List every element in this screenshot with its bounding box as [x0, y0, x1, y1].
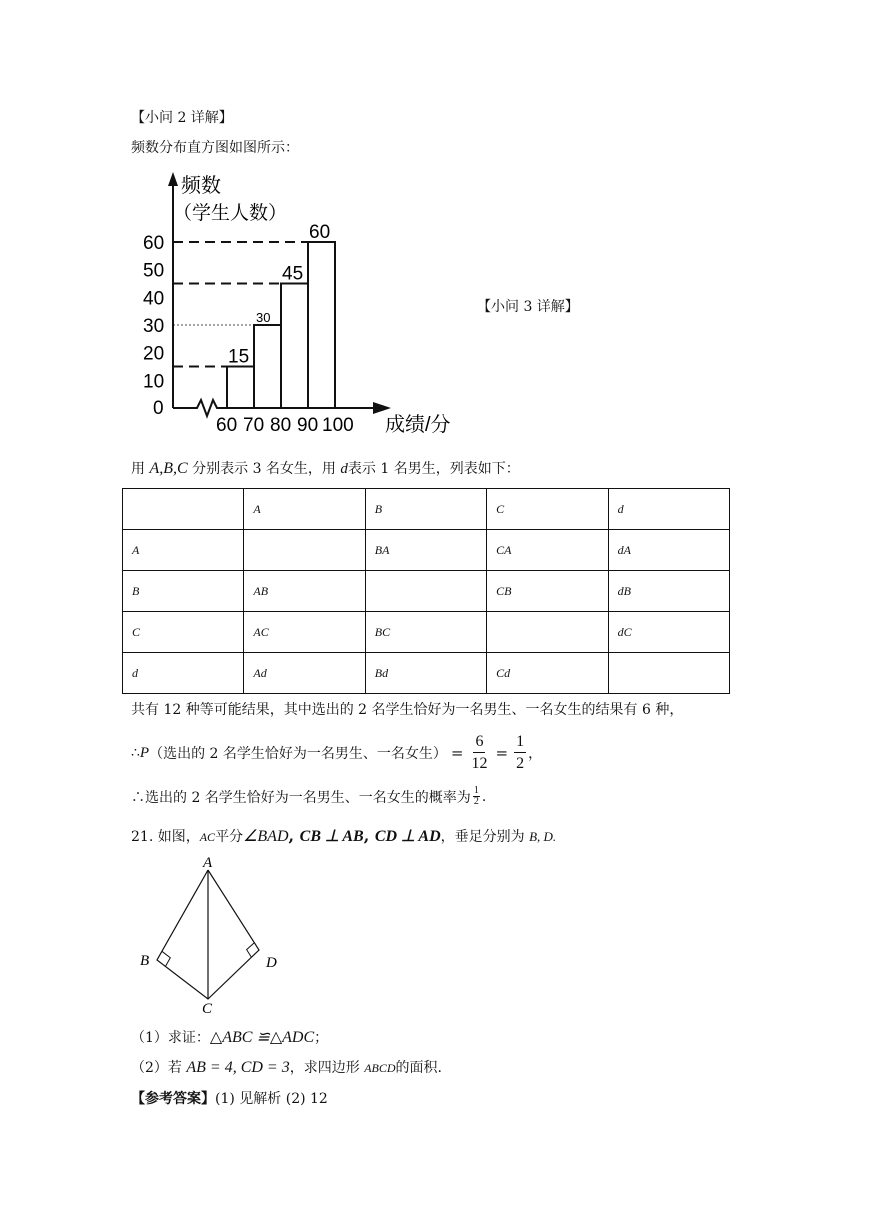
x-tick-label: 70: [243, 415, 265, 436]
question-1-prefix: （1）求证：: [131, 1030, 210, 1046]
table-cell: [244, 530, 365, 571]
y-tick-label: 20: [143, 343, 165, 365]
table-row: [123, 612, 730, 653]
table-cell: dA: [608, 530, 729, 571]
question-2: [131, 1057, 442, 1077]
y-tick-label: 30: [143, 316, 165, 337]
question-2-prefix: （2）若: [131, 1060, 187, 1076]
table-cell: AB: [244, 571, 365, 612]
bar-data-label: 60: [309, 222, 331, 243]
fraction-1-2-denominator: 2: [516, 755, 525, 772]
reference-answer: [131, 1088, 328, 1108]
problem21-text-b: 平分: [215, 829, 244, 845]
question-2-quadrilateral: ABCD: [364, 1061, 396, 1075]
y-tick-label: 60: [143, 233, 165, 254]
table-intro-suffix: 表示 1 名男生，列表如下：: [347, 461, 520, 477]
y-tick-label: 40: [143, 288, 165, 310]
problem21-cond1: CB ⊥ AB: [299, 828, 364, 845]
fraction-1-2: [514, 734, 526, 772]
table-cell: d: [608, 489, 729, 530]
table-intro-var-d: d: [340, 461, 348, 477]
equals-2: =: [495, 744, 509, 762]
fraction-1-2-numerator: 1: [514, 734, 526, 753]
histogram-bar: [281, 284, 308, 409]
y-tick-label: 50: [143, 260, 165, 282]
conclusion-line2-end: ，: [528, 746, 543, 762]
table-cell: A: [244, 489, 365, 530]
x-tick-label: 80: [270, 415, 292, 436]
histogram-bar: [254, 325, 281, 408]
y-axis-subtitle: （学生人数）: [173, 203, 288, 224]
question-1: [131, 1027, 328, 1047]
problem21-statement: [131, 826, 556, 846]
table-row: [123, 489, 730, 530]
table-cell: A: [123, 530, 244, 571]
bar-data-label: 15: [228, 346, 250, 368]
part3-heading: 【小问 3 详解】: [477, 299, 579, 315]
table-cell: [123, 489, 244, 530]
chart-root: [143, 172, 451, 436]
bar-data-label: 45: [282, 263, 304, 285]
table-intro-vars: A,B,C: [149, 460, 188, 477]
x-tick-label: 90: [297, 415, 319, 436]
vertex-label-d: D: [266, 955, 277, 971]
table-cell: BA: [365, 530, 486, 571]
table-cell: AC: [244, 612, 365, 653]
question-2-mid: ，求四边形: [289, 1060, 365, 1076]
table-cell: [365, 571, 486, 612]
conclusion-line1: 共有 12 种等可能结果，其中选出的 2 名学生恰好为一名男生、一名女生的结果有 6 种，: [131, 702, 684, 718]
histogram-bar: [227, 367, 254, 409]
table-cell: d: [123, 653, 244, 694]
question-1-expression: △ABC ≌△ADC: [209, 1029, 315, 1046]
table-intro-mid: 分别表示 3 名女生，用: [187, 461, 341, 477]
table-cell: CB: [487, 571, 608, 612]
vertex-label-a: A: [203, 855, 213, 871]
kite-figure: [135, 852, 295, 1017]
therefore-symbol: ∴: [131, 745, 140, 761]
x-axis-arrow: [373, 402, 391, 414]
table-cell: [487, 612, 608, 653]
part2-heading: 【小问 2 详解】: [131, 110, 233, 126]
table-row: [123, 530, 730, 571]
probability-fraction-numerator: 1: [473, 785, 479, 796]
bar-data-label: 30: [256, 310, 271, 325]
table-cell: dC: [608, 612, 729, 653]
table-cell: dB: [608, 571, 729, 612]
question-1-end: ；: [314, 1030, 329, 1046]
table-row: [123, 571, 730, 612]
problem21-sep1: ,: [288, 826, 300, 845]
fraction-6-12-numerator: 6: [473, 734, 485, 753]
answer-label: 【参考答案】: [131, 1091, 215, 1107]
conclusion-line3: [131, 786, 486, 807]
table-cell: Ad: [244, 653, 365, 694]
question-2-expression: AB = 4, CD = 3: [186, 1059, 290, 1076]
equals-1: =: [450, 744, 464, 762]
x-axis-title: 成绩/分: [385, 414, 451, 436]
table-row: [123, 653, 730, 694]
fraction-6-12-denominator: 12: [471, 755, 488, 772]
vertex-label-c: C: [202, 1001, 213, 1017]
vertex-label-b: B: [140, 953, 150, 969]
question-2-end: 的面积.: [395, 1060, 442, 1076]
y-axis-title: 频数: [181, 175, 221, 197]
frequency-histogram: [135, 168, 475, 440]
answer-text: (1) 见解析 (2) 12: [215, 1091, 328, 1107]
probability-fraction-denominator: 2: [473, 796, 479, 807]
y-tick-label: 0: [153, 398, 164, 419]
table-cell: BC: [365, 612, 486, 653]
x-tick-label: 100: [322, 415, 354, 436]
part2-intro: 频数分布直方图如图所示：: [131, 140, 299, 156]
outcomes-table: [122, 488, 730, 694]
conclusion-line3-text: ∴选出的 2 名学生恰好为一名男生、一名女生的概率为: [131, 789, 471, 806]
problem21-text-a: 如图，: [157, 829, 200, 845]
table-cell: [608, 653, 729, 694]
problem21-ac: AC: [199, 830, 216, 844]
p-variable: P: [139, 744, 150, 761]
table-cell: C: [487, 489, 608, 530]
probability-fraction: [473, 786, 480, 807]
problem21-cond2: CD ⊥ AD: [374, 828, 441, 845]
histogram-bar: [308, 242, 335, 408]
p-event: （选出的 2 名学生恰好为一名男生、一名女生）: [149, 746, 447, 762]
y-axis-arrow: [168, 172, 178, 186]
x-tick-label: 60: [216, 415, 238, 436]
problem21-sep2: ,: [363, 826, 375, 845]
problem21-feet: B, D.: [529, 829, 557, 844]
problem21-angle: ∠BAD: [243, 828, 289, 845]
table-cell: Cd: [487, 653, 608, 694]
fraction-6-12: [469, 734, 489, 772]
table-cell: CA: [487, 530, 608, 571]
table-cell: B: [365, 489, 486, 530]
problem21-text-c: ，垂足分别为: [440, 829, 530, 845]
y-tick-label: 10: [143, 371, 165, 393]
table-cell: Bd: [365, 653, 486, 694]
table-cell: C: [123, 612, 244, 653]
conclusion-line3-end: .: [481, 788, 487, 805]
table-intro-prefix: 用: [131, 461, 150, 477]
problem21-number: 21.: [131, 829, 154, 845]
table-intro: [131, 458, 520, 478]
table-cell: B: [123, 571, 244, 612]
probability-equation: [131, 734, 542, 772]
